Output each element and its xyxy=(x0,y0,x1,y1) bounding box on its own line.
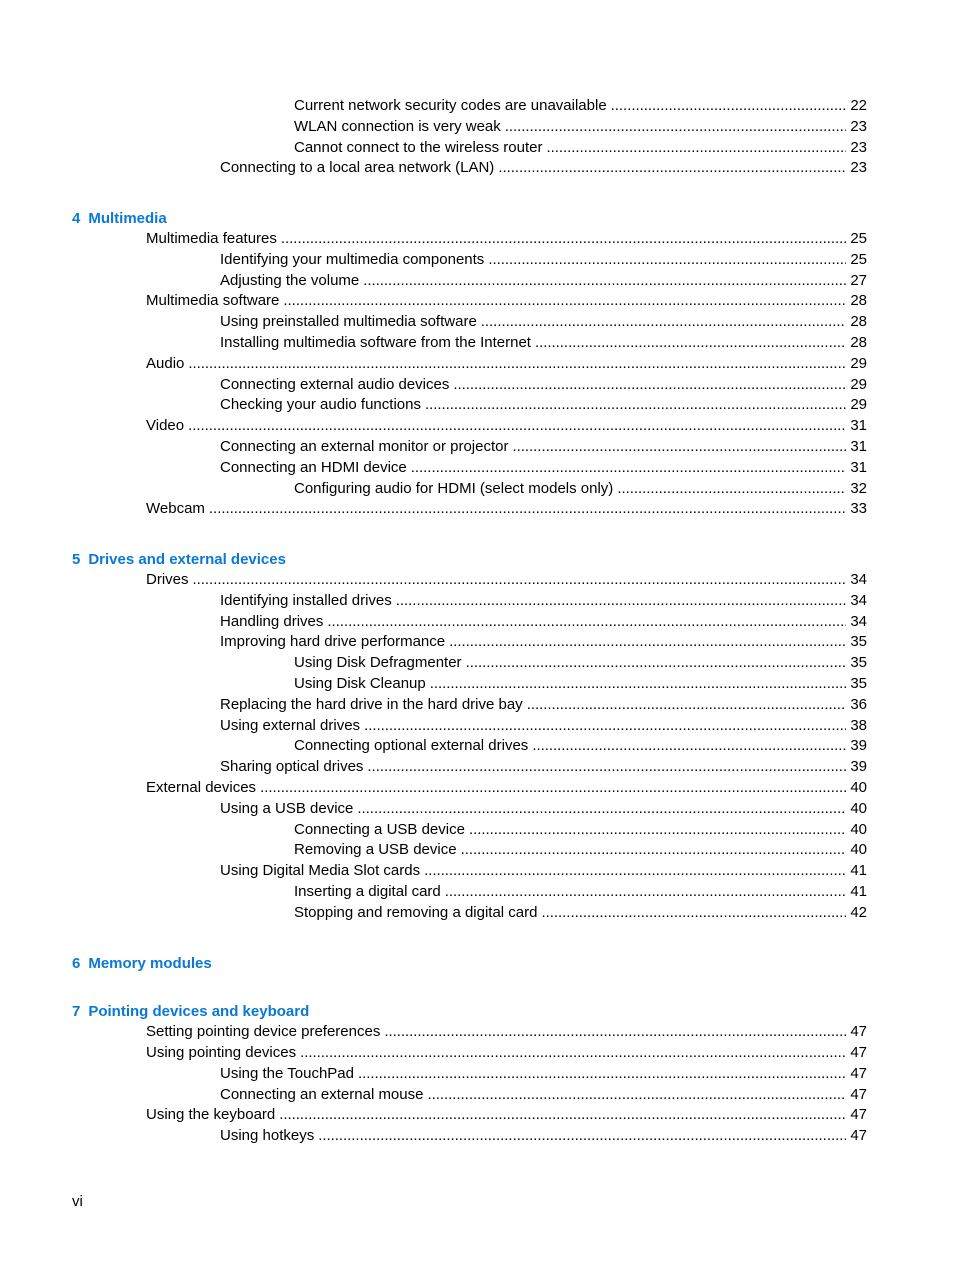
toc-entry-page: 31 xyxy=(850,438,867,455)
toc-entry-title: Using the TouchPad xyxy=(220,1064,354,1082)
toc-entry[interactable] xyxy=(220,695,867,716)
toc-entry[interactable] xyxy=(220,757,867,778)
toc-entry[interactable] xyxy=(294,882,867,903)
toc-entry-page: 47 xyxy=(850,1127,867,1145)
toc-entry-page: 39 xyxy=(850,758,867,776)
chapter-heading[interactable] xyxy=(72,549,286,570)
toc-entry-page: 34 xyxy=(850,612,867,630)
toc-entry-title: Stopping and removing a digital card xyxy=(294,903,538,921)
dot-leader xyxy=(461,840,847,861)
chapter-title: Pointing devices and keyboard xyxy=(88,1003,310,1021)
dot-leader xyxy=(481,312,847,333)
dot-leader xyxy=(281,229,846,250)
toc-entry-title: Improving hard drive performance xyxy=(220,633,446,651)
toc-entry-title: Connecting a USB device xyxy=(294,820,465,838)
toc-entry-title: Connecting an external monitor or projector xyxy=(220,438,509,455)
dot-leader xyxy=(279,1105,846,1126)
chapter-heading[interactable] xyxy=(72,208,167,229)
chapter-number: 6 xyxy=(72,954,81,972)
toc-entry-title: Using external drives xyxy=(220,716,361,734)
toc-entry-page: 40 xyxy=(850,820,867,838)
toc-entry-page: 23 xyxy=(850,159,867,177)
dot-leader xyxy=(513,437,847,458)
toc-entry-page: 25 xyxy=(850,250,867,268)
toc-entry-title: Adjusting the volume xyxy=(220,271,360,289)
toc-entry[interactable] xyxy=(146,229,867,250)
toc-entry-title: Multimedia features xyxy=(146,230,277,247)
page-number: vi xyxy=(72,1193,83,1210)
toc-entry[interactable] xyxy=(146,416,867,437)
toc-entry[interactable] xyxy=(220,1085,867,1106)
toc-entry[interactable] xyxy=(220,861,867,882)
toc-entry-title: Installing multimedia software from the Internet xyxy=(220,334,531,351)
toc-entry[interactable] xyxy=(220,250,867,271)
toc-entry-page: 40 xyxy=(850,841,867,859)
toc-entry-page: 47 xyxy=(850,1064,867,1082)
dot-leader xyxy=(424,861,846,882)
toc-entry[interactable] xyxy=(294,653,867,674)
toc-entry-title: Using pointing devices xyxy=(146,1044,297,1061)
dot-leader xyxy=(357,799,846,820)
dot-leader xyxy=(498,158,846,179)
dot-leader xyxy=(611,96,847,117)
toc-entry-title: Drives xyxy=(146,571,189,588)
toc-entry[interactable] xyxy=(294,840,867,861)
dot-leader xyxy=(411,458,847,479)
toc-entry-title: External devices xyxy=(146,779,257,796)
toc-entry[interactable] xyxy=(220,632,867,653)
dot-leader xyxy=(363,271,846,292)
dot-leader xyxy=(617,479,846,500)
toc-entry-page: 31 xyxy=(850,417,867,435)
dot-leader xyxy=(527,695,847,716)
toc-entry-page: 35 xyxy=(850,654,867,672)
toc-entry-title: Identifying your multimedia components xyxy=(220,250,485,268)
toc-entry-title: Using preinstalled multimedia software xyxy=(220,313,477,331)
chapter-heading[interactable] xyxy=(72,1001,309,1022)
toc-entry-page: 27 xyxy=(850,271,867,289)
dot-leader xyxy=(364,716,846,737)
toc-entry[interactable] xyxy=(220,799,867,820)
toc-entry-title: Connecting optional external drives xyxy=(294,737,529,755)
toc-entry-page: 25 xyxy=(850,230,867,247)
toc-entry[interactable] xyxy=(146,1043,867,1064)
toc-entry-title: Current network security codes are unavailable xyxy=(294,97,607,114)
toc-entry[interactable] xyxy=(220,312,867,333)
dot-leader xyxy=(449,632,846,653)
dot-leader xyxy=(384,1022,846,1043)
dot-leader xyxy=(505,117,847,138)
toc-entry-page: 35 xyxy=(850,633,867,651)
dot-leader xyxy=(466,653,847,674)
toc-entry[interactable] xyxy=(146,778,867,799)
chapter-number: 5 xyxy=(72,551,81,569)
toc-entry[interactable] xyxy=(294,674,867,695)
chapter-number: 4 xyxy=(72,210,81,228)
toc-entry-title: Connecting to a local area network (LAN) xyxy=(220,159,495,177)
dot-leader xyxy=(327,612,846,633)
toc-entry-page: 47 xyxy=(850,1044,867,1061)
toc-entry-page: 29 xyxy=(850,375,867,393)
toc-entry[interactable] xyxy=(220,1126,867,1147)
dot-leader xyxy=(532,736,846,757)
toc-entry-page: 40 xyxy=(850,799,867,817)
toc-entry-title: Identifying installed drives xyxy=(220,591,392,609)
toc-entry[interactable] xyxy=(220,1064,867,1085)
toc-entry[interactable] xyxy=(294,138,867,159)
toc-entry[interactable] xyxy=(220,375,867,396)
dot-leader xyxy=(453,375,846,396)
toc-entry[interactable] xyxy=(294,903,867,924)
dot-leader xyxy=(188,416,846,437)
dot-leader xyxy=(188,354,846,375)
dot-leader xyxy=(193,570,847,591)
toc-entry[interactable] xyxy=(294,820,867,841)
toc-entry-page: 22 xyxy=(850,97,867,114)
toc-entry-page: 33 xyxy=(850,500,867,518)
toc-entry-title: Audio xyxy=(146,354,185,372)
toc-entry-title: Using a USB device xyxy=(220,799,354,817)
toc-entry-page: 34 xyxy=(850,571,867,588)
dot-leader xyxy=(396,591,847,612)
toc-entry[interactable] xyxy=(294,96,867,117)
toc-entry-title: WLAN connection is very weak xyxy=(294,117,501,135)
toc-entry-page: 32 xyxy=(850,479,867,497)
toc-entry-page: 47 xyxy=(850,1085,867,1103)
toc-entry-title: Connecting an HDMI device xyxy=(220,458,407,476)
toc-entry-title: Using the keyboard xyxy=(146,1106,276,1124)
toc-entry-title: Using Disk Cleanup xyxy=(294,675,426,692)
dot-leader xyxy=(427,1085,846,1106)
toc-entry[interactable] xyxy=(220,591,867,612)
dot-leader xyxy=(358,1064,846,1085)
toc-entry-page: 28 xyxy=(850,313,867,331)
dot-leader xyxy=(209,499,846,520)
toc-entry-page: 41 xyxy=(850,883,867,900)
dot-leader xyxy=(300,1043,846,1064)
dot-leader xyxy=(260,778,846,799)
toc-entry-title: Configuring audio for HDMI (select models only) xyxy=(294,479,614,497)
chapter-heading[interactable] xyxy=(72,953,212,974)
toc-entry-title: Using Digital Media Slot cards xyxy=(220,862,421,880)
toc-entry[interactable] xyxy=(220,395,867,416)
toc-entry-title: Connecting an external mouse xyxy=(220,1085,424,1103)
toc-entry[interactable] xyxy=(146,1105,867,1126)
toc-entry[interactable] xyxy=(294,117,867,138)
toc-entry-title: Sharing optical drives xyxy=(220,758,364,776)
toc-entry-page: 47 xyxy=(850,1023,867,1041)
dot-leader xyxy=(445,882,847,903)
toc-entry-page: 36 xyxy=(850,695,867,713)
toc-entry-page: 39 xyxy=(850,737,867,755)
dot-leader xyxy=(425,395,846,416)
toc-entry[interactable] xyxy=(220,458,867,479)
toc-entry-title: Removing a USB device xyxy=(294,841,457,859)
toc-entry-page: 34 xyxy=(850,591,867,609)
chapter-number: 7 xyxy=(72,1003,81,1021)
toc-entry-page: 35 xyxy=(850,675,867,692)
chapter-title: Memory modules xyxy=(88,954,212,972)
toc-entry-title: Checking your audio functions xyxy=(220,396,421,414)
toc-entry[interactable] xyxy=(220,716,867,737)
toc-entry-page: 42 xyxy=(850,903,867,921)
toc-entry[interactable] xyxy=(220,158,867,179)
toc-entry-title: Webcam xyxy=(146,500,205,518)
toc-entry-title: Inserting a digital card xyxy=(294,883,441,900)
dot-leader xyxy=(430,674,847,695)
toc-entry-page: 29 xyxy=(850,354,867,372)
chapter-title: Multimedia xyxy=(88,210,167,228)
toc-entry-page: 38 xyxy=(850,716,867,734)
dot-leader xyxy=(367,757,846,778)
toc-entry-title: Using hotkeys xyxy=(220,1127,315,1145)
toc-entry-page: 29 xyxy=(850,396,867,414)
toc-entry[interactable] xyxy=(146,1022,867,1043)
dot-leader xyxy=(546,138,846,159)
toc-entry-title: Multimedia software xyxy=(146,292,280,310)
toc-entry-page: 28 xyxy=(850,292,867,310)
toc-entry[interactable] xyxy=(146,354,867,375)
toc-entry-title: Cannot connect to the wireless router xyxy=(294,138,543,156)
toc-entry[interactable] xyxy=(146,291,867,312)
toc-entry[interactable] xyxy=(220,437,867,458)
dot-leader xyxy=(542,903,847,924)
dot-leader xyxy=(318,1126,846,1147)
dot-leader xyxy=(469,820,846,841)
toc-entry[interactable] xyxy=(294,736,867,757)
toc-entry[interactable] xyxy=(220,271,867,292)
toc-entry[interactable] xyxy=(220,612,867,633)
toc-entry-title: Connecting external audio devices xyxy=(220,375,450,393)
toc-entry-page: 47 xyxy=(850,1106,867,1124)
toc-entry-page: 31 xyxy=(850,458,867,476)
toc-entry-page: 41 xyxy=(850,862,867,880)
toc-entry-page: 23 xyxy=(850,138,867,156)
dot-leader xyxy=(488,250,846,271)
toc-entry-title: Setting pointing device preferences xyxy=(146,1023,381,1041)
toc-entry-page: 23 xyxy=(850,117,867,135)
toc-entry-page: 40 xyxy=(850,779,867,796)
dot-leader xyxy=(283,291,846,312)
toc-entry-title: Handling drives xyxy=(220,612,324,630)
toc-entry[interactable] xyxy=(146,499,867,520)
toc-entry-page: 28 xyxy=(850,334,867,351)
toc-entry-title: Video xyxy=(146,417,185,435)
toc-entry[interactable] xyxy=(146,570,867,591)
dot-leader xyxy=(535,333,846,354)
chapter-title: Drives and external devices xyxy=(88,551,286,569)
toc-entry-title: Replacing the hard drive in the hard drive bay xyxy=(220,695,523,713)
toc-entry-title: Using Disk Defragmenter xyxy=(294,654,462,672)
toc-entry[interactable] xyxy=(220,333,867,354)
toc-entry[interactable] xyxy=(294,479,867,500)
